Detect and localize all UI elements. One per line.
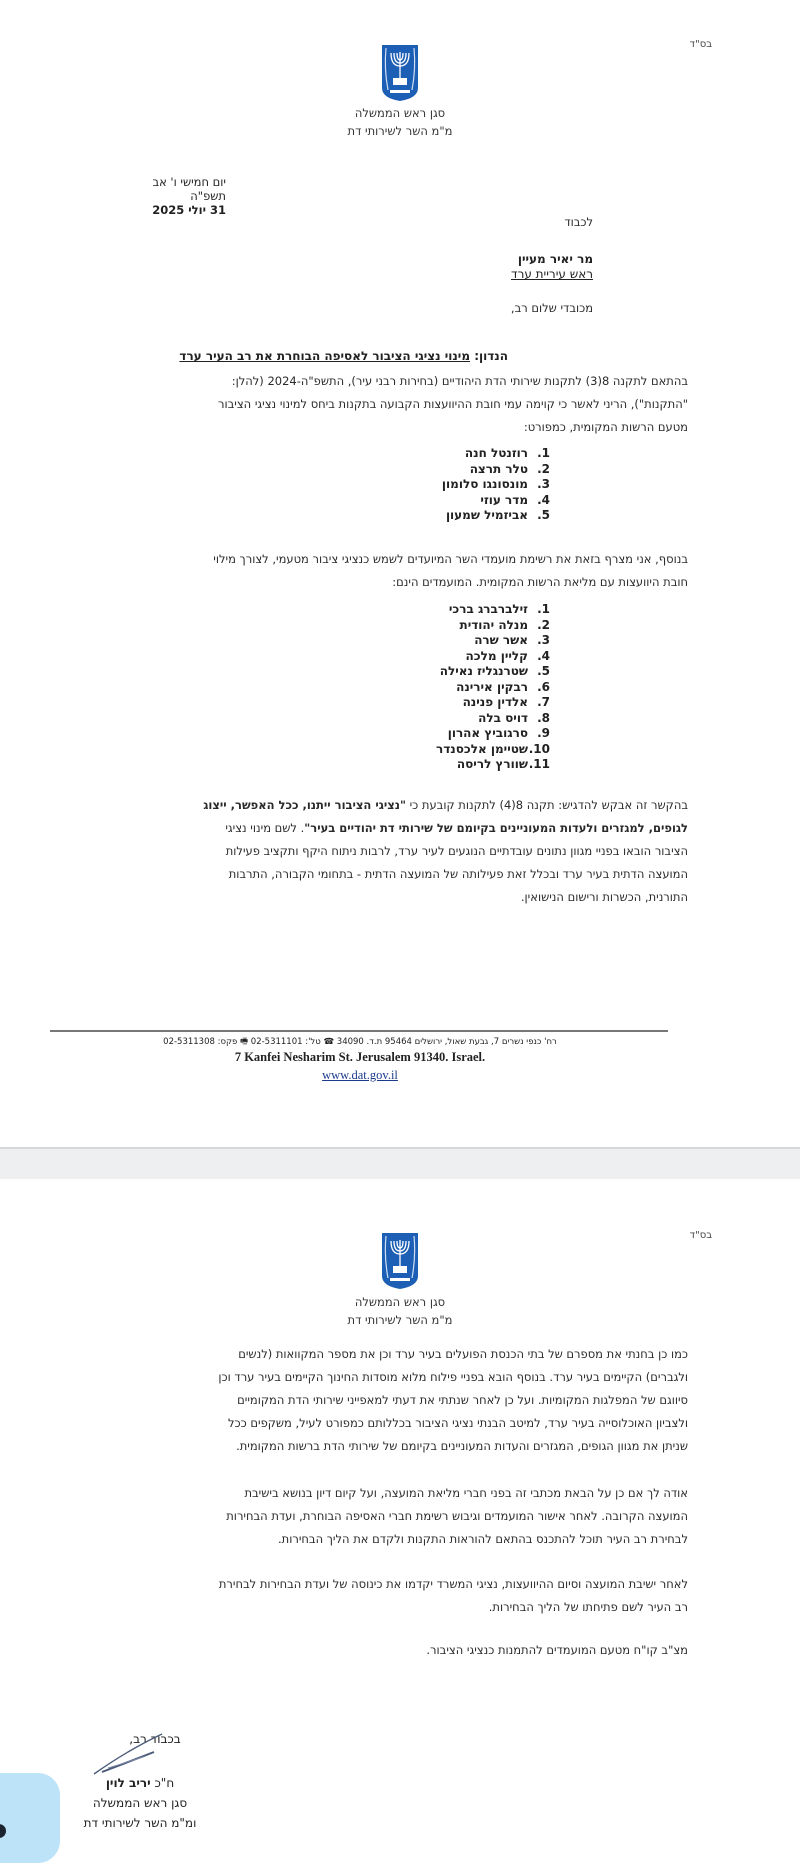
to-label: לכבוד [564, 215, 593, 229]
signatory-title-1: סגן ראש הממשלה [92, 1796, 188, 1810]
recipient-name: מר יאיר מעיין [517, 252, 593, 266]
date-gregorian: 31 יולי 2025 [152, 203, 226, 217]
list-item: 9.סרגוביץ אהרון [447, 726, 550, 740]
paragraph-2 [106, 548, 688, 594]
date-hebrew: יום חמישי ו' אב תשפ"ה [152, 175, 226, 203]
para3-line: הציבור הובאו בפניי מגוון נתונים עובדתיים הנוגעים לעיר ערד, לרבות ניתוח היקף ותקציב פעילות [225, 844, 688, 858]
footer-english-address: 7 Kanfei Nesharim St. Jerusalem 91340. Israel. [234, 1050, 486, 1064]
subject-label: הנדון: [474, 349, 508, 363]
para3-line: התורנית, הכשרות ורישום הנישואין. [520, 890, 688, 904]
paragraph-1 [106, 1343, 688, 1458]
para-line: ולגברים) הקיימים בעיר ערד. בנוסף הובא בפניי פילוח מלוא מוסדות החינוך הקיימים בעיר ערד וכן [218, 1370, 688, 1384]
para-line: אודה לך אם כן על הבאת מכתבי זה בפני חברי מליאת המועצה, ועל קיום דיון בנושא בישיבת [244, 1486, 688, 1500]
letterhead-line-2: מ"מ השר לשירותי דת [347, 1313, 453, 1327]
footer-divider [50, 1030, 668, 1032]
para1-line: בהתאם לתקנה 8(3) לתקנות שירותי הדת היהודיים (בחירות רבני עיר), התשפ"ה-2024 (להלן: [231, 374, 688, 388]
state-emblem-icon [381, 1232, 419, 1290]
paragraph-1 [106, 370, 688, 439]
signature-closing: בכבוד רב, [129, 1732, 181, 1746]
state-emblem-icon [381, 44, 419, 102]
floating-chat-button[interactable] [0, 1773, 60, 1863]
para1-line: מטעם הרשות המקומית, כמפורט: [523, 420, 688, 434]
letter-date [116, 175, 226, 217]
para3-line: בהקשר זה אבקש להדגיש: תקנה 8(4) לתקנות קובעת כי "נציגי הציבור ייתנו, ככל האפשר, ייצוג [203, 798, 688, 812]
list-item: 3.מונסונגו סלומון [441, 477, 550, 491]
paragraph-3 [106, 794, 688, 909]
subject-line [179, 349, 508, 363]
bsd-mark: בס"ד [689, 39, 712, 50]
local-authority-reps-list [442, 446, 550, 524]
list-item: 11.שוורץ לריסה [456, 757, 550, 771]
para1-line: "התקנות"), הריני לאשר כי קוימה עמי חובת ההיוועצות הקבועה בתקנות ביחס למינוי נציגי הציבור [218, 397, 688, 411]
paragraph-3 [106, 1573, 688, 1619]
letterhead-title [300, 104, 500, 140]
list-item: 4.מדר עוזי [480, 492, 550, 507]
letter-page-2 [0, 1180, 800, 1848]
list-item: 3.אשר שרה [474, 633, 550, 647]
list-item: 1.רוזנטל חנה [464, 446, 550, 460]
letterhead-title [300, 1293, 500, 1329]
para-line: לאחר ישיבת המועצה וסיום ההיוועצות, נציגי המשרד יקדמו את כינוסה של ועדת הבחירות לבחירת [218, 1577, 688, 1591]
para-line: רב העיר לשם פתיחתו של הליך הבחירות. [488, 1600, 688, 1614]
list-item: 2.טלר תרצה [469, 461, 550, 476]
para-line: לבחירת רב העיר תוכל להתכנס בהתאם להוראות התקנות ולקדם את הליך הבחירות. [278, 1532, 688, 1546]
list-item: 8.דויס בלה [478, 710, 550, 725]
signatory-name: ח"כ יריב לוין [105, 1776, 175, 1790]
bsd-mark: בס"ד [689, 1230, 712, 1241]
para2-line: בנוסף, אני מצרף בזאת את רשימת מועמדי השר המיועדים לשמש כנציגי ציבור מטעמי, לצורך מילוי [213, 552, 688, 566]
letterhead-line-2: מ"מ השר לשירותי דת [347, 124, 453, 138]
paragraph-2 [106, 1482, 688, 1551]
list-item: 5.אביזמיל שמעון [445, 508, 550, 522]
para-line: כמו כן בחנתי את מספרם של בתי הכנסת הפועלים בעיר ערד וכן את מספר המקוואות (לנשים [238, 1347, 688, 1361]
signatory-title-2: ומ"מ השר לשירותי דת [83, 1816, 197, 1830]
list-item: 2.מנלה יהודית [459, 617, 550, 632]
page-separator [0, 1147, 800, 1179]
website-link[interactable]: www.dat.gov.il [322, 1068, 398, 1082]
signature-block [70, 1773, 210, 1833]
para3-line: המועצה הדתית בעיר ערד ובכלל זאת פעילותה של המועצה הדתית - בתחומי הקבורה, התרבות [228, 867, 688, 881]
footer-hebrew-address: רח' כנפי נשרים 7, גבעת שאול, ירושלים 95464 ת.ד. 34090 ☎ טל': 02-5311101 🖷 פקס: 02-5311308 [163, 1037, 557, 1047]
letterhead-line-1: סגן ראש הממשלה [354, 106, 446, 120]
list-item: 4.קליין מלכה [465, 648, 550, 663]
subject-text: מינוי נציגי הציבור לאסיפה הבוחרת את רב העיר ערד [179, 349, 471, 363]
para-line: ולצביון האוכלוסייה בעיר ערד, למיטב הבנתי נציגי הציבור בכללותם כמפורט לעיל, משקפים ככל [228, 1416, 688, 1430]
list-item: 5.שטרנגליז נאילה [439, 664, 550, 678]
list-item: 6.רבקין אירינה [456, 679, 550, 694]
para2-line: חובת היוועצות עם מליאת הרשות המקומית. המועמדים הינם: [392, 575, 688, 589]
attachment-note: מצ"ב קו"ח מטעם המועמדים להתמנות כנציגי הציבור. [426, 1643, 688, 1657]
para-line: המועצה הקרובה. לאחר אישור המועמדים וגיבוש רשימת חברי האסיפה הבוחרת, ועדת הבחירות [226, 1509, 688, 1523]
recipient-title: ראש עיריית ערד [511, 267, 593, 281]
para-line: שניתן את מגוון הגופים, המגזרים והעדות המעוניינים בקיומם של שירותי הדת ברשות המקומית. [236, 1439, 688, 1453]
list-item: 7.אלדין פנינה [462, 695, 550, 709]
para3-line: לגופים, למגזרים ולעדות המעוניינים בקיומם של שירותי דת יהודיים בעיר". לשם מינוי נציגי [225, 821, 688, 835]
letterhead-line-1: סגן ראש הממשלה [354, 1295, 446, 1309]
minister-candidates-list [436, 602, 550, 773]
list-item: 1.זילברברג ברכי [448, 602, 550, 616]
para-line: סיווגם של המפלגות המקומיות. ועל כן לאחר שנתתי את דעתי למאפייני שירותי הדת המקומיים [237, 1393, 688, 1407]
greeting: מכובדי שלום רב, [510, 301, 593, 315]
list-item: 10.שטיימן אלכסנדר [436, 741, 550, 756]
recipient-block [511, 252, 593, 282]
